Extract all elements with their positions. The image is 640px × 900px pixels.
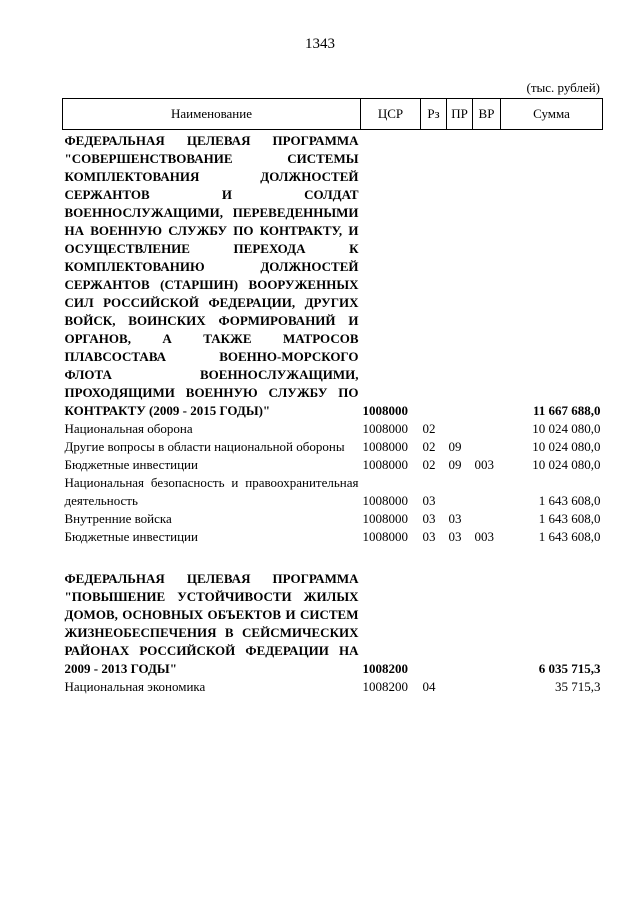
row-pr <box>447 420 473 438</box>
row-pr: 09 <box>448 439 462 454</box>
row-sum: 10 024 080,0 <box>532 457 601 472</box>
row-vr <box>473 474 501 510</box>
row-name: ФЕДЕРАЛЬНАЯ ЦЕЛЕВАЯ ПРОГРАММА "ПОВЫШЕНИЕ УСТОЙЧИВОСТИ ЖИЛЫХ ДОМОВ, ОСНОВНЫХ ОБЪЕКТОВ И СИСТЕМ ЖИЗНЕОБЕСПЕЧЕНИЯ В СЕЙСМИЧЕСКИХ РАЙОНАХ РОССИЙСКОЙ ФЕДЕРАЦИИ НА 2009 - 2013 ГОДЫ" <box>64 571 359 676</box>
header-sum: Сумма <box>501 99 603 130</box>
row-vr: 003 <box>474 529 494 544</box>
row-rz: 02 <box>422 457 436 472</box>
row-sum: 35 715,3 <box>555 679 601 694</box>
table-row <box>63 420 603 438</box>
row-sum: 10 024 080,0 <box>532 421 601 436</box>
row-rz: 03 <box>422 529 436 544</box>
row-vr <box>473 420 501 438</box>
row-sum: 10 024 080,0 <box>532 439 601 454</box>
spacer-row <box>63 546 603 568</box>
header-pr: ПР <box>447 99 473 130</box>
row-vr <box>473 438 501 456</box>
row-name: ФЕДЕРАЛЬНАЯ ЦЕЛЕВАЯ ПРОГРАММА "СОВЕРШЕНСТВОВАНИЕ СИСТЕМЫ КОМПЛЕКТОВАНИЯ ДОЛЖНОСТЕЙ СЕРЖАНТОВ И СОЛДАТ ВОЕННОСЛУЖАЩИМИ, ПЕРЕВЕДЕННЫМИ НА ВОЕННУЮ СЛУЖБУ ПО КОНТРАКТУ, И ОСУЩЕСТВЛЕНИЕ ПЕРЕХОДА К КОМПЛЕКТОВАНИЮ ДОЛЖНОСТЕЙ СЕРЖАНТОВ (СТАРШИН) ВООРУЖЕННЫХ СИЛ РОССИЙСКОЙ ФЕДЕРАЦИИ, ДРУГИХ ВОЙСК, ВОИНСКИХ ФОРМИРОВАНИЙ И ОРГАНОВ, А ТАКЖЕ МАТРОСОВ ПЛАВСОСТАВА ВОЕННО-МОРСКОГО ФЛОТА ВОЕННОСЛУЖАЩИМИ, ПРОХОДЯЩИМИ ВОЕННУЮ СЛУЖБУ ПО КОНТРАКТУ (2009 - 2015 ГОДЫ)" <box>64 133 359 418</box>
row-csr: 1008000 <box>362 439 408 454</box>
table-row <box>63 510 603 528</box>
row-vr <box>473 678 501 696</box>
row-pr <box>447 568 473 678</box>
header-name: Наименование <box>63 99 361 130</box>
table-header-row <box>63 99 603 130</box>
row-csr: 1008000 <box>362 529 408 544</box>
units-note: (тыс. рублей) <box>526 80 600 95</box>
header-vr: ВР <box>473 99 501 130</box>
row-vr: 003 <box>474 457 494 472</box>
row-pr: 03 <box>448 529 462 544</box>
row-pr <box>447 474 473 510</box>
row-pr <box>447 130 473 421</box>
row-pr <box>447 678 473 696</box>
row-pr: 03 <box>448 511 462 526</box>
row-sum: 1 643 608,0 <box>538 511 601 526</box>
row-rz: 02 <box>422 421 436 436</box>
row-csr: 1008000 <box>362 511 408 526</box>
row-rz <box>421 568 447 678</box>
spacer-cell <box>63 546 603 568</box>
row-name: Другие вопросы в области национальной обороны <box>64 439 345 454</box>
row-pr: 09 <box>448 457 462 472</box>
row-name: Национальная экономика <box>64 679 206 694</box>
header-rz: Рз <box>421 99 447 130</box>
row-sum: 1 643 608,0 <box>538 493 601 508</box>
row-rz: 02 <box>422 439 436 454</box>
row-sum: 1 643 608,0 <box>538 529 601 544</box>
row-vr <box>473 510 501 528</box>
row-name: Бюджетные инвестиции <box>64 457 198 472</box>
table-row <box>63 528 603 546</box>
header-csr: ЦСР <box>361 99 421 130</box>
row-csr: 1008000 <box>362 493 408 508</box>
budget-table <box>62 98 603 696</box>
table-row <box>63 678 603 696</box>
row-rz: 03 <box>422 493 436 508</box>
row-vr <box>473 568 501 678</box>
row-rz <box>421 130 447 421</box>
row-csr: 1008200 <box>362 679 408 694</box>
table-row <box>63 456 603 474</box>
row-name: Бюджетные инвестиции <box>64 529 198 544</box>
row-csr: 1008200 <box>362 661 408 676</box>
row-csr: 1008000 <box>362 421 408 436</box>
table-row <box>63 474 603 510</box>
row-csr: 1008000 <box>362 403 408 418</box>
page-number: 1343 <box>305 36 335 52</box>
row-name: Национальная оборона <box>64 421 193 436</box>
table-row <box>63 130 603 421</box>
row-sum: 6 035 715,3 <box>538 661 601 676</box>
row-name: Национальная безопасность и правоохранительная деятельность <box>64 475 359 508</box>
row-name: Внутренние войска <box>64 511 172 526</box>
row-vr <box>473 130 501 421</box>
table-row <box>63 568 603 678</box>
row-csr: 1008000 <box>362 457 408 472</box>
row-rz: 03 <box>422 511 436 526</box>
table-row <box>63 438 603 456</box>
row-sum: 11 667 688,0 <box>532 403 601 418</box>
row-rz: 04 <box>422 679 436 694</box>
